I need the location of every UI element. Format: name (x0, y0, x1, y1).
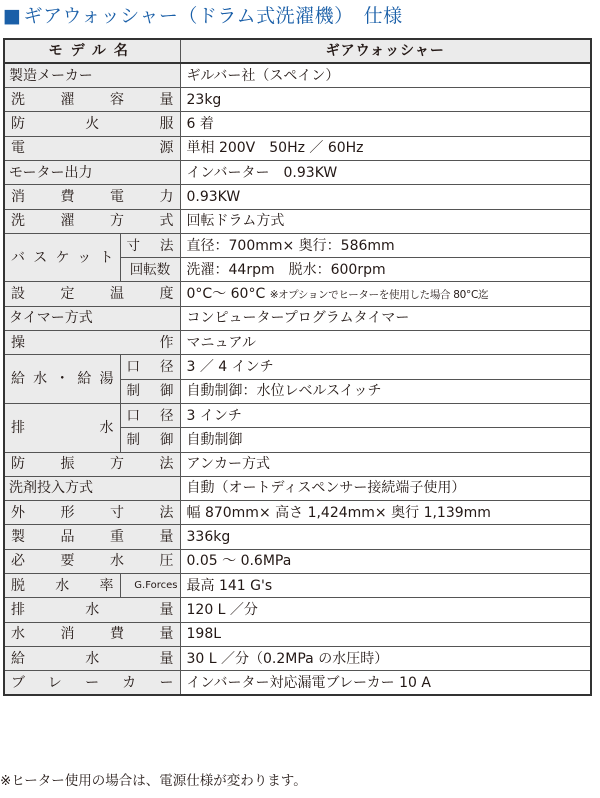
row-value-drain-volume: 120 L ／分 (180, 598, 591, 622)
table-row (4, 403, 591, 427)
row-sublabel-supply-diameter: 口径 (120, 355, 180, 379)
row-label-temp: 設定温度 (4, 282, 180, 306)
row-label-drain: 排水 (4, 403, 120, 452)
table-row (4, 136, 591, 160)
row-value-capacity: 23kg (180, 88, 591, 112)
table-row (4, 355, 591, 379)
table-row (4, 452, 591, 476)
header-model-name: モデル名 (4, 39, 180, 63)
row-label-drain-volume: 排水量 (4, 598, 180, 622)
row-label-motor: モーター出力 (4, 160, 180, 184)
title-text: ギアウォッシャー（ドラム式洗濯機） 仕様 (23, 5, 403, 27)
row-sublabel-drain-diameter: 口径 (120, 403, 180, 427)
row-value-pressure: 0.05 ～ 0.6MPa (180, 549, 591, 573)
temp-note: ※オプションでヒーターを使用した場合 80°C迄 (269, 288, 489, 301)
row-label-timer: タイマー方式 (4, 306, 180, 330)
table-row (4, 88, 591, 112)
row-label-spin: 脱水率 (4, 574, 120, 598)
table-row (4, 476, 591, 500)
table-header-row (4, 39, 591, 63)
row-value-spin: 最高 141 G's (180, 574, 591, 598)
table-row (4, 185, 591, 209)
row-sublabel-basket-size: 寸法 (120, 233, 180, 257)
row-value-supply-volume: 30 L ／分（0.2MPa の水圧時） (180, 646, 591, 670)
table-row (4, 112, 591, 136)
row-value-basket-size: 直径：700mm× 奥行：586mm (180, 233, 591, 257)
table-row (4, 233, 591, 257)
row-label-vibration: 防振方法 (4, 452, 180, 476)
table-row (4, 525, 591, 549)
table-row (4, 549, 591, 573)
row-value-weight: 336kg (180, 525, 591, 549)
footnote: ※ヒーター使用の場合は、電源仕様が変わります。 (0, 773, 307, 789)
row-value-drain-control: 自動制御 (180, 428, 591, 452)
table-row (4, 598, 591, 622)
table-row (4, 160, 591, 184)
row-value-operation: マニュアル (180, 331, 591, 355)
row-value-consumption: 0.93KW (180, 185, 591, 209)
row-value-method: 回転ドラム方式 (180, 209, 591, 233)
row-label-operation: 操作 (4, 331, 180, 355)
table-row (4, 622, 591, 646)
row-label-supply: 給水・給湯 (4, 355, 120, 404)
row-sublabel-spin-gforces: G.Forces (120, 574, 180, 598)
row-label-power: 電源 (4, 136, 180, 160)
row-value-water-use: 198L (180, 622, 591, 646)
row-value-detergent: 自動（オートディスペンサー接続端子使用） (180, 476, 591, 500)
row-value-temp (180, 282, 591, 306)
table-row (4, 209, 591, 233)
row-label-pressure: 必要水圧 (4, 549, 180, 573)
row-label-method: 洗濯方式 (4, 209, 180, 233)
row-value-manufacturer: ギルバー社（スペイン） (180, 63, 591, 87)
row-value-drain-diameter: 3 インチ (180, 403, 591, 427)
row-sublabel-supply-control: 制御 (120, 379, 180, 403)
table-row (4, 63, 591, 87)
row-label-suits: 防火服 (4, 112, 180, 136)
row-value-timer: コンピュータープログラムタイマー (180, 306, 591, 330)
row-label-consumption: 消費電力 (4, 185, 180, 209)
table-row (4, 646, 591, 670)
row-label-capacity: 洗濯容量 (4, 88, 180, 112)
temp-range: 0°C～ 60°C (186, 285, 270, 302)
row-value-breaker: インバーター対応漏電ブレーカー 10 A (180, 671, 591, 695)
table-row (4, 671, 591, 695)
row-value-basket-rpm: 洗濯：44rpm 脱水：600rpm (180, 258, 591, 282)
page-title (3, 3, 403, 29)
row-label-supply-volume: 給水量 (4, 646, 180, 670)
row-sublabel-basket-rpm: 回転数 (120, 258, 180, 282)
table-row (4, 574, 591, 598)
table-row (4, 501, 591, 525)
table-row (4, 331, 591, 355)
spec-table (3, 38, 592, 696)
row-value-suits: 6 着 (180, 112, 591, 136)
table-row (4, 282, 591, 306)
row-value-supply-control: 自動制御：水位レベルスイッチ (180, 379, 591, 403)
title-square-marker: ■ (3, 5, 22, 27)
row-label-dimensions: 外形寸法 (4, 501, 180, 525)
row-value-dimensions: 幅 870mm× 高さ 1,424mm× 奥行 1,139mm (180, 501, 591, 525)
row-label-manufacturer: 製造メーカー (4, 63, 180, 87)
row-label-water-use: 水消費量 (4, 622, 180, 646)
row-label-weight: 製品重量 (4, 525, 180, 549)
row-value-vibration: アンカー方式 (180, 452, 591, 476)
row-label-detergent: 洗剤投入方式 (4, 476, 180, 500)
row-value-power: 単相 200V 50Hz ／ 60Hz (180, 136, 591, 160)
row-value-motor: インバーター 0.93KW (180, 160, 591, 184)
row-sublabel-drain-control: 制御 (120, 428, 180, 452)
row-label-basket: バスケット (4, 233, 120, 282)
header-product-name: ギアウォッシャー (180, 39, 591, 63)
table-row (4, 306, 591, 330)
row-label-breaker: ブレーカー (4, 671, 180, 695)
row-value-supply-diameter: 3 ／ 4 インチ (180, 355, 591, 379)
